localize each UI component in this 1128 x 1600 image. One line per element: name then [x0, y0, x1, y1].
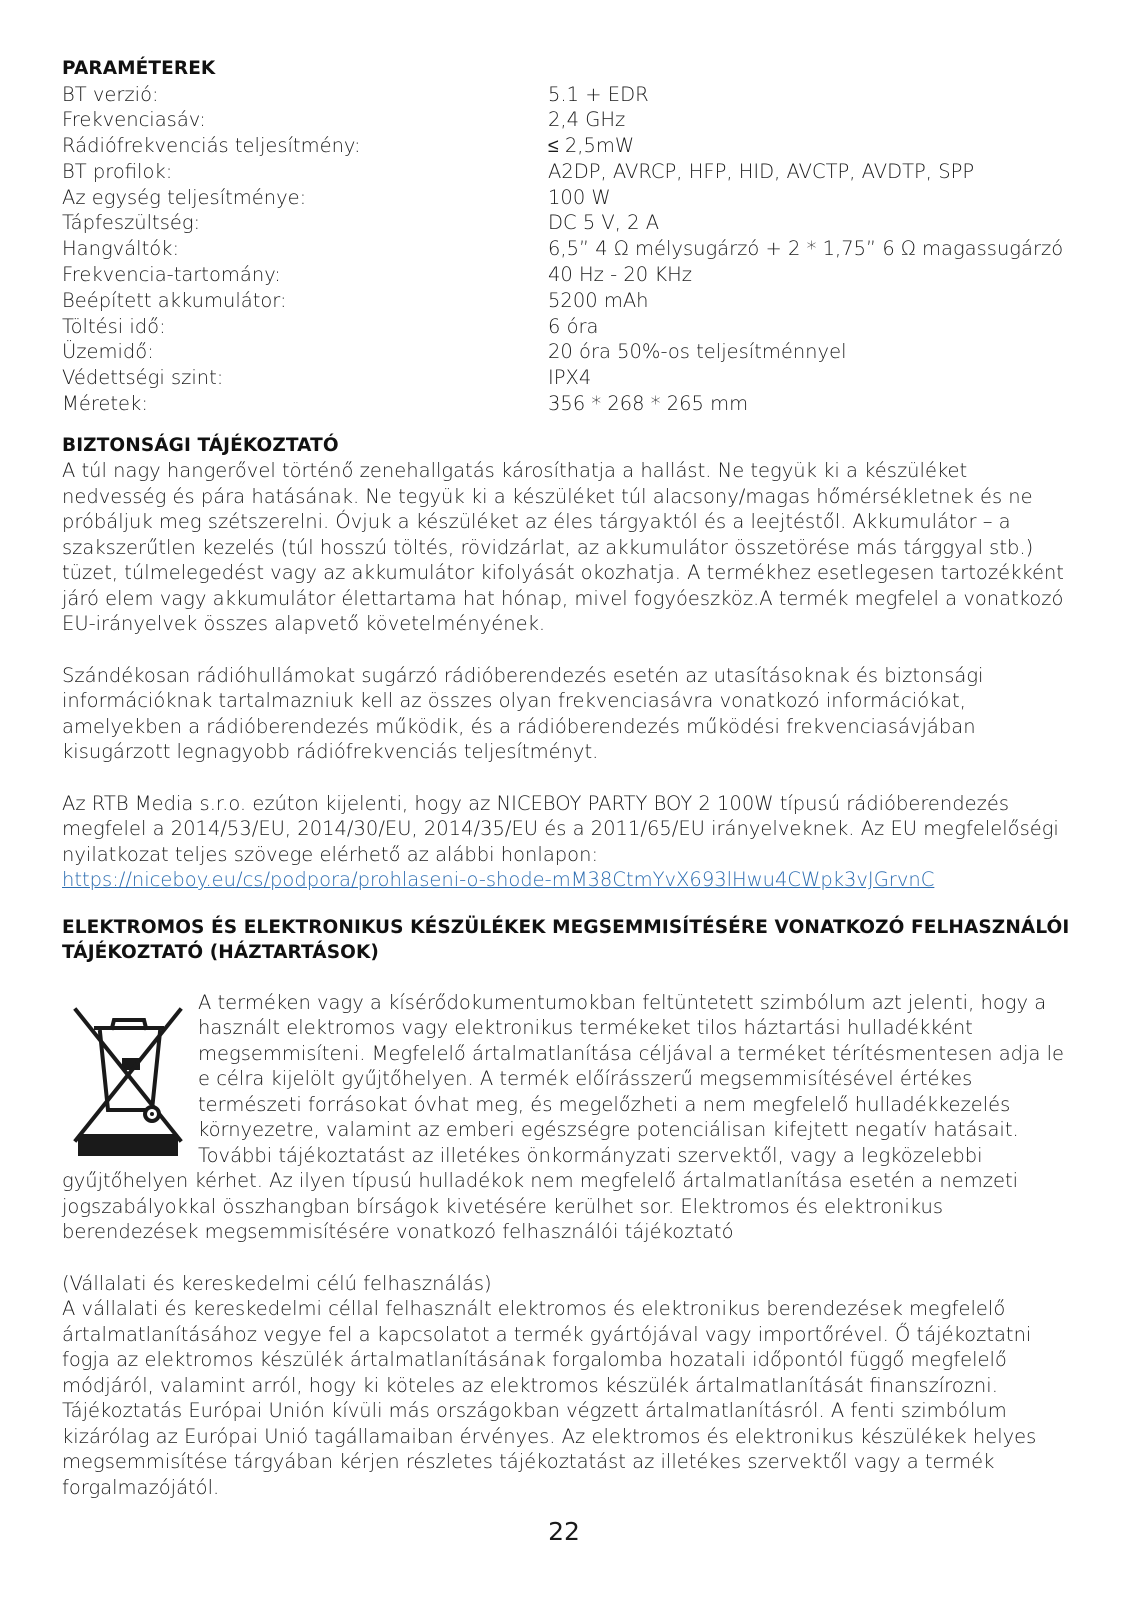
parameter-label: Tápfeszültség: — [62, 211, 201, 235]
parameter-label: Rádiófrekvenciás teljesítmény: — [62, 134, 361, 158]
parameters-heading: PARAMÉTEREK — [62, 58, 216, 79]
parameter-label: BT verzió: — [62, 82, 159, 106]
document-page — [62, 56, 1072, 1500]
parameter-value: 5.1 + EDR — [548, 82, 649, 106]
parameter-row — [62, 159, 1072, 185]
parameter-label: BT profilok: — [62, 159, 173, 183]
parameter-label: Az egység teljesítménye: — [62, 185, 307, 209]
parameter-row — [62, 339, 1072, 365]
parameter-row — [62, 262, 1072, 288]
parameter-value: ≤ 2,5mW — [548, 134, 635, 158]
safety-paragraph: A túl nagy hangerővel történő zenehallgatás károsíthatja a hallást. Ne tegyük ki a készüléket nedvesség és pára hatásának. Ne tegyük ki a készüléket túl alacsony/magas hőmérsékletnek és ne próbáljuk meg szétszerelni. Óvjuk a készüléket az éles tárgyaktól és a leejtéstől. Akkumulátor – a szakszerűtlen kezelés (túl hosszú töltés, rövidzárlat, az akkumulátor összetörése más tárggyal stb.) tüzet, túlmelegedést vagy az akkumulátor kifolyását okozhatja. A termékhez esetlegesen tartozékként járó elem vagy akkumulátor élettartama hat hónap, mivel fogyóeszköz.A termék megfelel a vonatkozó EU-irányelvek összes alapvető követelményének. — [62, 459, 1064, 636]
paragraph-gap — [62, 637, 1072, 663]
safety-section — [62, 433, 1072, 893]
parameter-value: 6 óra — [548, 314, 599, 338]
parameter-row — [62, 185, 1072, 211]
weee-heading: ELEKTROMOS ÉS ELEKTRONIKUS KÉSZÜLÉKEK MEGSEMMISÍTÉSÉRE VONATKOZÓ FELHASZNÁLÓI TÁJÉKOZTATÓ (HÁZTARTÁSOK) — [62, 916, 1070, 964]
declaration-link[interactable]: https://niceboy.eu/cs/podpora/prohlaseni-o-shode-mM38CtmYvX693lHwu4CWpk3vJGrvnC — [62, 868, 935, 892]
parameter-label: Üzemidő: — [62, 340, 154, 364]
parameter-row — [62, 210, 1072, 236]
parameter-label: Védettségi szint: — [62, 366, 224, 390]
paragraph-gap — [62, 765, 1072, 791]
parameter-row — [62, 107, 1072, 133]
paragraph-gap — [62, 1245, 1072, 1271]
parameter-label: Töltési idő: — [62, 314, 166, 338]
safety-heading: BIZTONSÁGI TÁJÉKOZTATÓ — [62, 434, 339, 456]
parameter-row — [62, 365, 1072, 391]
parameter-label: Hangváltók: — [62, 237, 180, 261]
weee-block — [62, 990, 1072, 1501]
parameter-row — [62, 133, 1072, 159]
business-use-paragraph: A vállalati és kereskedelmi céllal felhasznált elektromos és elektronikus berendezések megfelelő ártalmatlanításához vegye fel a kapcsolatot a termék gyártójával vagy importőrével. Ő tájékoztatni fogja az elektromos készülék ártalmatlanításának forgalomba hozatali időpontól függő megfelelő módjáról, valamint arról, hogy ki köteles az elektromos készülék ártalmatlanítását finanszírozni. Tájékoztatás Európai Unión kívüli más országokban végzett ártalmatlanításról. A fenti szimbólum kizárólag az Európai Unió tagállamaiban érvényes. Az elektromos és elektronikus készülékek helyes megsemmisítése tárgyában kérjen részletes tájékoztatást az illetékes szervektől vagy a termék forgalmazójától. — [62, 1297, 1037, 1499]
parameter-value: 5200 mAh — [548, 288, 649, 312]
parameter-row — [62, 391, 1072, 417]
parameter-value: 20 óra 50%-os teljesítménnyel — [548, 340, 847, 364]
radio-info-paragraph: Szándékosan rádióhullámokat sugárzó rádióberendezés esetén az utasításoknak és biztonsági információknak tartalmazniuk kell az összes olyan frekvenciasávra vonatkozó információkat, amelyekben a rádióberendezés működik, és a rádióberendezés működési frekvenciasávjában kisugárzott legnagyobb rádiófrekvenciás teljesítményt. — [62, 663, 984, 764]
parameter-value: A2DP, AVRCP, HFP, HID, AVCTP, AVDTP, SPP — [548, 159, 975, 183]
parameter-row — [62, 236, 1072, 262]
weee-paragraph: A terméken vagy a kísérődokumentumokban feltüntetett szimbólum azt jelenti, hogy a használt elektromos vagy elektronikus termékeket tilos háztartási hulladékként megsemmisíteni. Megfelelő ártalmatlanítása céljával a terméket térítésmentesen adja le e célra kijelölt gyűjtőhelyen. A termék előírásszerű megsemmisítésével értékes természeti forrásokat óvhat meg, és megelőzheti a nem megfelelő hulladékkezelés környezetre, valamint az emberi egészségre potenciálisan kifejtett negatív hatásait. További tájékoztatást az illetékes önkormányzati szervektől, vagy a legközelebbi gyűjtőhelyen kérhet. Az ilyen típusú hulladékok nem megfelelő ártalmatlanítása esetén a nemzeti jogszabályokkal összhangban bírságok kivetésére kerülhet sor. Elektromos és elektronikus berendezések megsemmisítésére vonatkozó felhasználói tájékoztató — [62, 990, 1065, 1244]
parameter-label: Frekvenciasáv: — [62, 108, 206, 132]
parameter-label: Méretek: — [62, 392, 148, 416]
parameter-label: Frekvencia-tartomány: — [62, 263, 281, 287]
business-use-title: (Vállalati és kereskedelmi célú felhasználás) — [62, 1271, 492, 1295]
parameter-value: 6,5” 4 Ω mélysugárzó + 2 * 1,75” 6 Ω magassugárzó — [548, 237, 1064, 261]
declaration-text: Az RTB Media s.r.o. ezúton kijelenti, hogy az NICEBOY PARTY BOY 2 100W típusú rádióberendezés megfelel a 2014/53/EU, 2014/30/EU, 2014/35/EU és a 2011/65/EU irányelveknek. Az EU megfelelőségi nyilatkozat teljes szövege elérhető az alábbi honlapon: — [62, 791, 1059, 866]
parameter-label: Beépített akkumulátor: — [62, 288, 287, 312]
parameter-value: DC 5 V, 2 A — [548, 211, 660, 235]
parameter-value: 356 * 268 * 265 mm — [548, 392, 749, 416]
parameters-section — [62, 56, 1072, 417]
parameter-value: IPX4 — [548, 366, 592, 390]
parameter-row — [62, 288, 1072, 314]
parameter-row — [62, 314, 1072, 340]
weee-section — [62, 915, 1072, 1501]
parameter-value: 40 Hz - 20 KHz — [548, 263, 693, 287]
crossed-out-wheelie-bin-icon — [68, 998, 190, 1160]
parameter-row — [62, 82, 1072, 108]
parameter-value: 2,4 GHz — [548, 108, 626, 132]
page-number: 22 — [548, 1517, 580, 1546]
declaration-paragraph — [62, 791, 1072, 893]
parameter-value: 100 W — [548, 185, 611, 209]
parameters-table — [62, 82, 1072, 417]
